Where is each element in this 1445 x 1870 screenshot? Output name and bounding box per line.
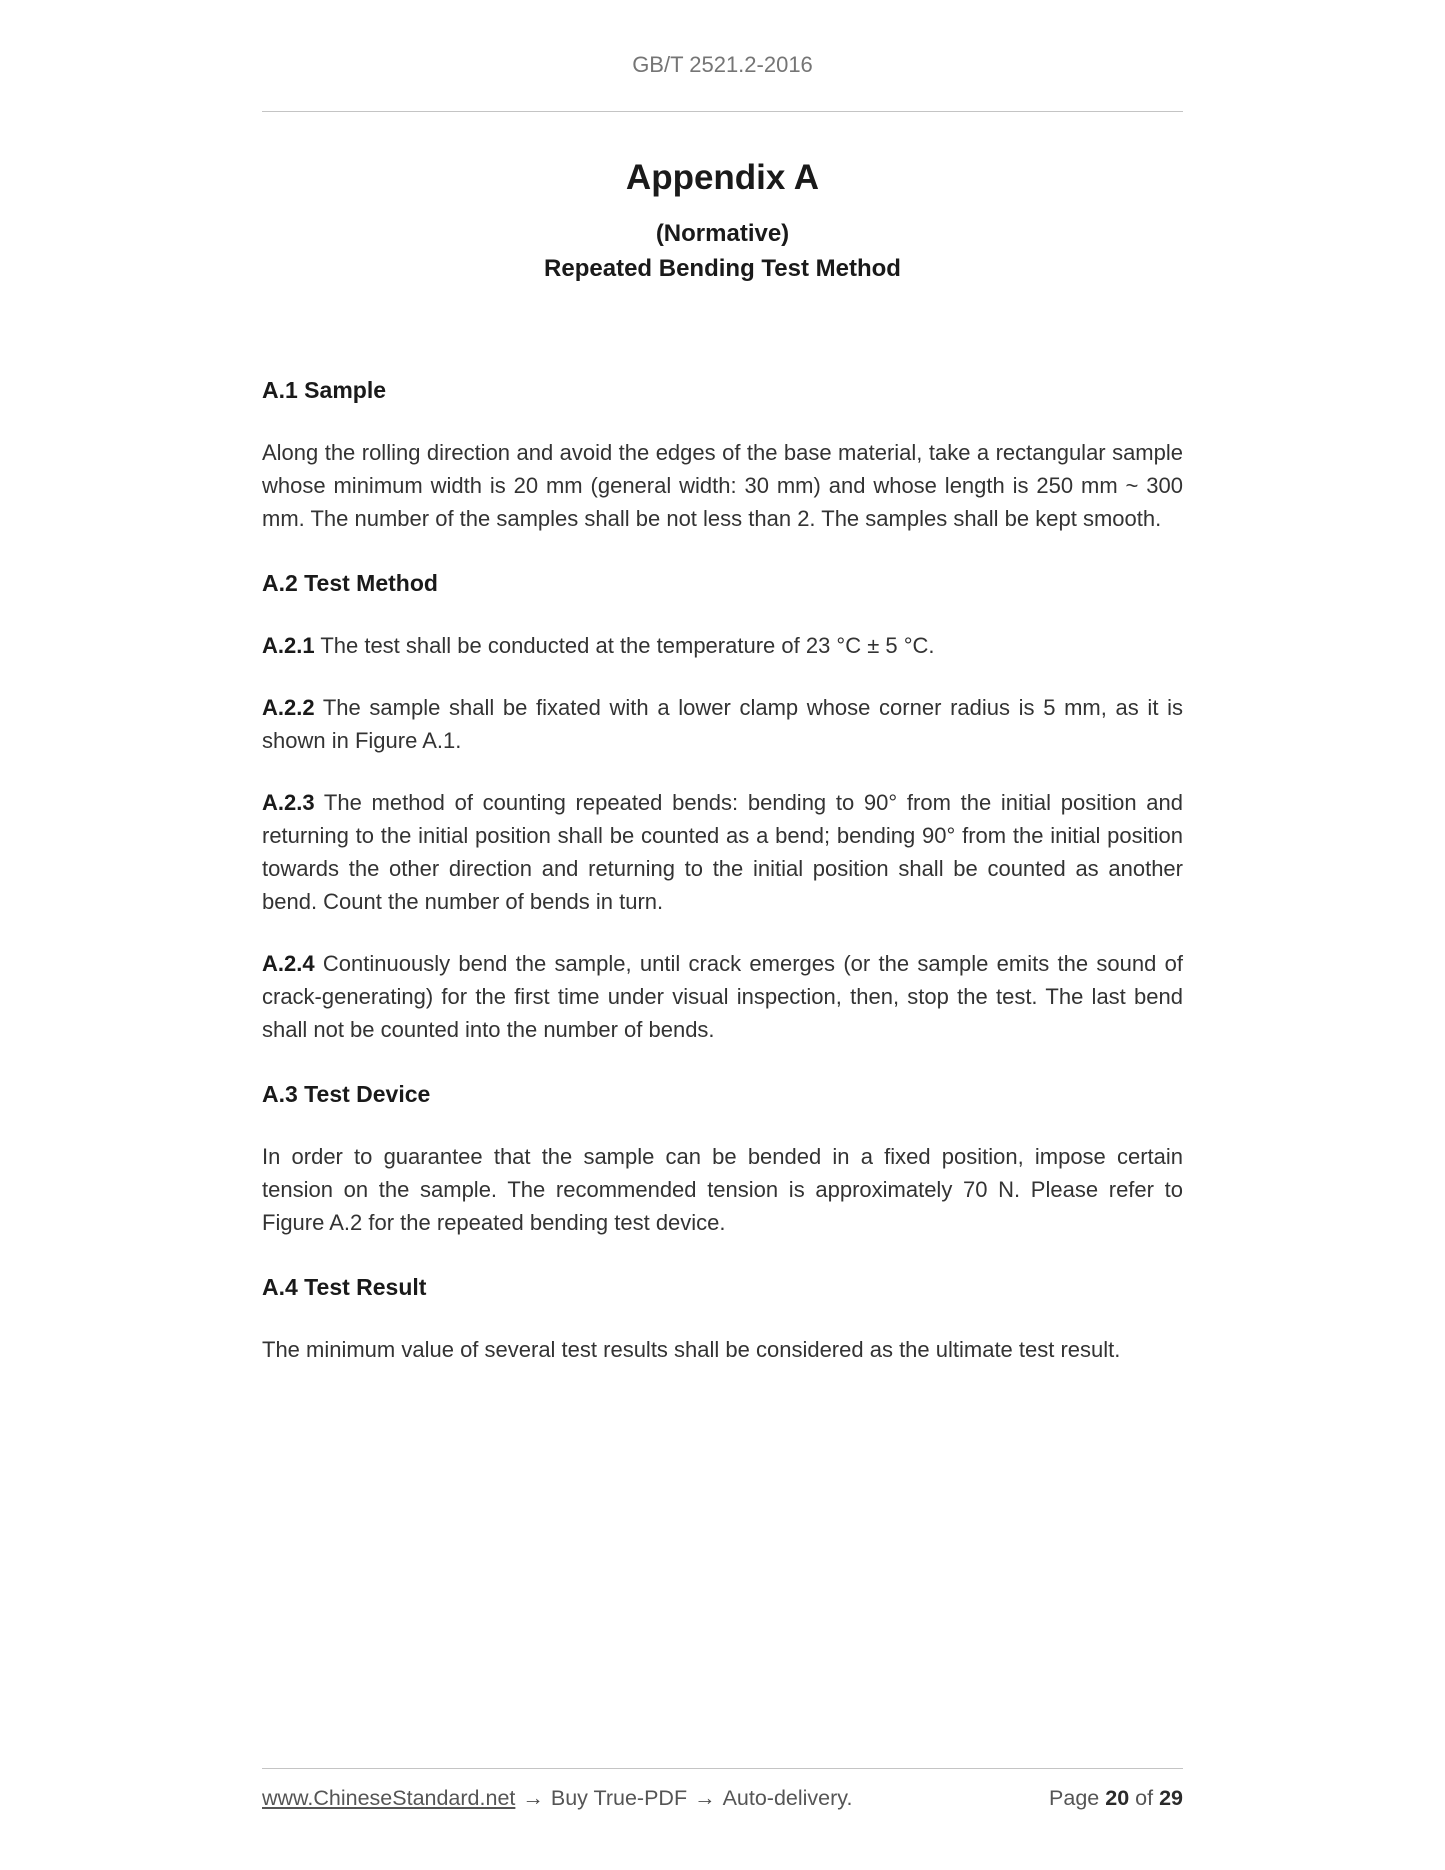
paragraph-text: The test shall be conducted at the temperature of 23 °C ± 5 °C. bbox=[320, 633, 935, 658]
paragraph bbox=[262, 947, 1183, 1046]
arrow-icon: → bbox=[694, 1786, 716, 1810]
section-heading-a1: A.1 Sample bbox=[262, 377, 386, 403]
page-label: Page bbox=[1049, 1786, 1100, 1810]
paragraph-text: Along the rolling direction and avoid the edges of the base material, take a rectangular sample whose minimum width is 20 mm (general width: 30 mm) and whose length is 250 mm ~ 300 mm. The number of the samples shall be not less than 2. The samples shall be kept smooth. bbox=[262, 440, 1183, 531]
header-rule bbox=[262, 111, 1183, 112]
paragraph bbox=[262, 629, 1183, 662]
footer-rule bbox=[262, 1768, 1183, 1769]
footer-delivery-label: Auto-delivery. bbox=[722, 1786, 853, 1810]
clause-label: A.2.2 bbox=[262, 695, 315, 720]
paragraph-text: In order to guarantee that the sample can be bended in a fixed position, impose certain tension on the sample. The recommended tension is approximately 70 N. Please refer to Figure A.2 for the repeated bending test device. bbox=[262, 1144, 1183, 1235]
paragraph-text: The method of counting repeated bends: bending to 90° from the initial position and returning to the initial position shall be counted as a bend; bending 90° from the initial position towards the other direction and returning to the initial position shall be counted as another bend. Count the number of bends in turn. bbox=[262, 790, 1183, 914]
section-heading-a3: A.3 Test Device bbox=[262, 1081, 431, 1107]
paragraph bbox=[262, 786, 1183, 918]
clause-label: A.2.4 bbox=[262, 951, 315, 976]
clause-label: A.2.1 bbox=[262, 633, 315, 658]
paragraph bbox=[262, 691, 1183, 757]
doc-number: GB/T 2521.2-2016 bbox=[632, 52, 813, 77]
appendix-subtitle-block bbox=[262, 216, 1183, 286]
paragraph bbox=[262, 436, 1183, 535]
section-heading-a2: A.2 Test Method bbox=[262, 570, 438, 596]
section-heading-a4: A.4 Test Result bbox=[262, 1274, 427, 1300]
footer-info bbox=[262, 1784, 852, 1812]
paragraph-text: Continuously bend the sample, until crack emerges (or the sample emits the sound of crack-generating) for the first time under visual inspection, then, stop the test. The last bend shall not be counted into the number of bends. bbox=[262, 951, 1183, 1042]
clause-label: A.2.3 bbox=[262, 790, 315, 815]
page-footer bbox=[262, 1768, 1183, 1812]
normative-label: (Normative) bbox=[655, 220, 790, 247]
footer-row bbox=[262, 1784, 1183, 1812]
page-content bbox=[262, 0, 1183, 1366]
sections-container bbox=[262, 374, 1183, 1366]
arrow-icon: → bbox=[522, 1786, 544, 1810]
of-label: of bbox=[1135, 1786, 1154, 1810]
paragraph bbox=[262, 1140, 1183, 1239]
paragraph bbox=[262, 1333, 1183, 1366]
paragraph-text: The sample shall be fixated with a lower clamp whose corner radius is 5 mm, as it is shown in Figure A.1. bbox=[262, 695, 1183, 753]
footer-link[interactable]: www.ChineseStandard.net bbox=[262, 1786, 516, 1810]
footer-buy-label: Buy True-PDF bbox=[550, 1786, 688, 1810]
appendix-title: Appendix A bbox=[625, 158, 820, 197]
page-indicator bbox=[1049, 1784, 1183, 1812]
page-total: 29 bbox=[1159, 1786, 1183, 1810]
paragraph-text: The minimum value of several test results shall be considered as the ultimate test result. bbox=[262, 1337, 1121, 1362]
page-current: 20 bbox=[1105, 1786, 1130, 1810]
appendix-subtitle: Repeated Bending Test Method bbox=[544, 255, 901, 282]
